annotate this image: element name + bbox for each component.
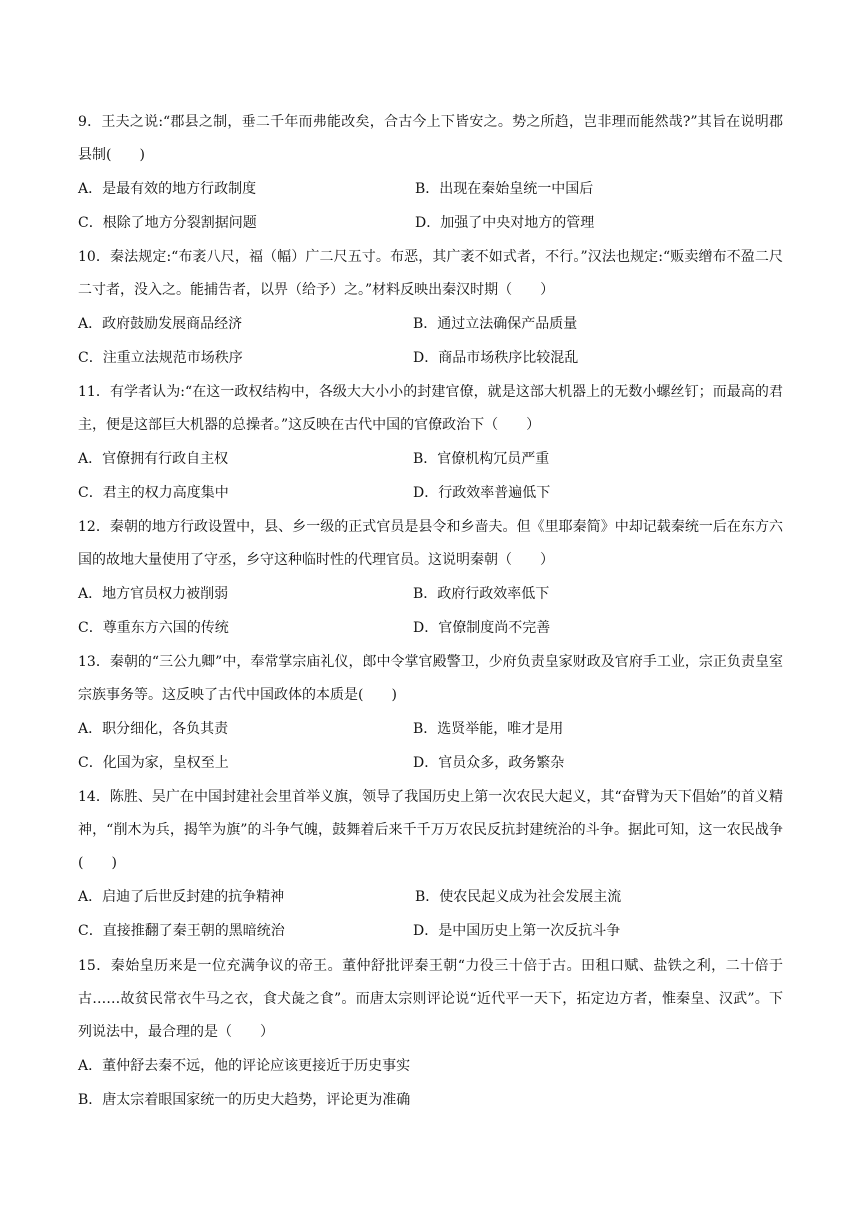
question-stem: 14．陈胜、吴广在中国封建社会里首举义旗，领导了我国历史上第一次农民大起义，其“奋臂为天下倡始”的首义精神，“削木为兵，揭竿为旗”的斗争气魄，鼓舞着后来千千万万农民反抗封建统治的斗争。据此可知，这一农民战争( ): [78, 789, 783, 871]
option-d: D．是中国历史上第一次反抗斗争: [413, 923, 621, 939]
question-stem: 11．有学者认为:“在这一政权结构中，各级大大小小的封建官僚，就是这部大机器上的无数小螺丝钉；而最高的君主，便是这部巨大机器的总操者。”这反映在古代中国的官僚政治下（ ）: [78, 384, 783, 433]
option-b: B．选贤举能，唯才是用: [413, 721, 564, 737]
option-c: C．根除了地方分裂割据问题: [78, 215, 257, 231]
option-row: [78, 611, 783, 645]
question-stem: 10．秦法规定:“布袤八尺，福（幅）广二尺五寸。布恶，其广袤不如式者，不行。”汉法也规定:“贩卖缯布不盈二尺二寸者，没入之。能捕告者，以畀（给予）之。”材料反映出秦汉时期（ ）: [78, 249, 783, 298]
option-c: C．尊重东方六国的传统: [78, 620, 229, 636]
option-b: B．通过立法确保产品质量: [413, 316, 578, 332]
question-stem: 13．秦朝的“三公九卿”中，奉常掌宗庙礼仪，郎中令掌官殿警卫，少府负责皇家财政及官府手工业，宗正负责皇室宗族事务等。这反映了古代中国政体的本质是( ): [78, 654, 783, 703]
option-row: [78, 1049, 783, 1083]
option-a: A．官僚拥有行政自主权: [78, 451, 229, 467]
option-row: [78, 577, 783, 611]
option-row: [78, 746, 783, 780]
question-stem: 15．秦始皇历来是一位充满争议的帝王。董仲舒批评秦王朝“力役三十倍于古。田租口赋、盐铁之利，二十倍于古……故贫民常衣牛马之衣，食犬彘之食”。而唐太宗则评论说“近代平一天下，拓定边方者，惟秦皇、汉武”。下列说法中，最合理的是（ ）: [78, 958, 783, 1040]
option-a: A．是最有效的地方行政制度: [78, 181, 257, 197]
question-12: [78, 511, 783, 645]
option-row: [78, 476, 783, 510]
option-b: B．使农民起义成为社会发展主流: [415, 889, 622, 905]
option-row: [78, 914, 783, 948]
option-row: [78, 1083, 783, 1117]
option-row: [78, 172, 783, 206]
option-c: C．注重立法规范市场秩序: [78, 350, 243, 366]
option-a: A．地方官员权力被削弱: [78, 586, 229, 602]
option-b: B．官僚机构冗员严重: [413, 451, 550, 467]
option-b: B．出现在秦始皇统一中国后: [415, 181, 594, 197]
option-row: [78, 880, 783, 914]
question-10: [78, 241, 783, 375]
question-14: [78, 781, 783, 948]
option-row: [78, 442, 783, 476]
option-row: [78, 341, 783, 375]
option-c: C．直接推翻了秦王朝的黑暗统治: [78, 923, 285, 939]
option-d: D．官僚制度尚不完善: [413, 620, 551, 636]
question-9: [78, 106, 783, 240]
option-c: C．化国为家，皇权至上: [78, 755, 229, 771]
option-d: D．商品市场秩序比较混乱: [413, 350, 579, 366]
question-stem: 9．王夫之说:“郡县之制，垂二千年而弗能改矣，合古今上下皆安之。势之所趋，岂非理而能然哉?”其旨在说明郡县制( ): [78, 114, 783, 163]
option-c: C．君主的权力高度集中: [78, 485, 229, 501]
option-b: B．唐太宗着眼国家统一的历史大趋势，评论更为准确: [78, 1092, 411, 1108]
question-13: [78, 646, 783, 780]
option-row: [78, 712, 783, 746]
option-d: D．官员众多，政务繁杂: [413, 755, 565, 771]
option-row: [78, 206, 783, 240]
option-d: D．行政效率普遍低下: [413, 485, 551, 501]
option-a: A．董仲舒去秦不远，他的评论应该更接近于历史事实: [78, 1058, 411, 1074]
option-a: A．政府鼓励发展商品经济: [78, 316, 243, 332]
option-a: A．启迪了后世反封建的抗争精神: [78, 889, 285, 905]
question-15: [78, 950, 783, 1117]
option-d: D．加强了中央对地方的管理: [415, 215, 595, 231]
option-b: B．政府行政效率低下: [413, 586, 550, 602]
question-11: [78, 376, 783, 510]
option-row: [78, 307, 783, 341]
question-stem: 12．秦朝的地方行政设置中，县、乡一级的正式官员是县令和乡啬夫。但《里耶秦简》中却记载秦统一后在东方六国的故地大量使用了守丞，乡守这种临时性的代理官员。这说明秦朝（ ）: [78, 519, 783, 568]
option-a: A．职分细化，各负其责: [78, 721, 229, 737]
